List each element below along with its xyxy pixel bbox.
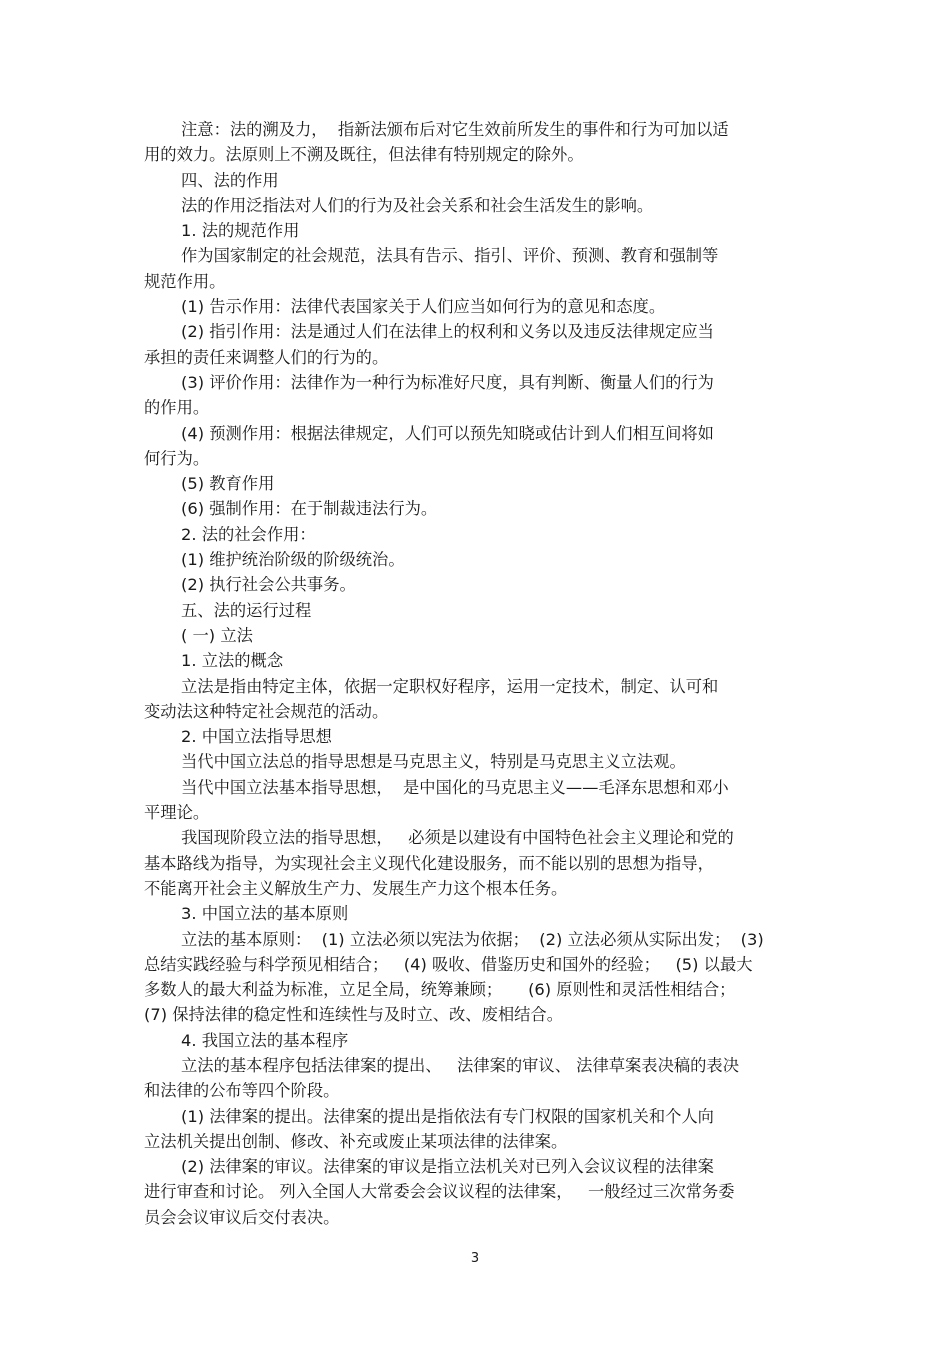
text-line: (1) 法律案的提出。法律案的提出是指依法有专门权限的国家机关和个人向 <box>181 1106 714 1126</box>
text-line: 总结实践经验与科学预见相结合； (4) 吸收、借鉴历史和国外的经验； (5) 以最大 <box>144 954 753 974</box>
text-line: 四、法的作用 <box>181 170 279 190</box>
text-line: 何行为。 <box>144 448 210 468</box>
text-line: 法的作用泛指法对人们的行为及社会关系和社会生活发生的影响。 <box>181 195 654 215</box>
text-line: 当代中国立法总的指导思想是马克思主义，特别是马克思主义立法观。 <box>181 752 686 772</box>
text-line: 的作用。 <box>144 398 210 418</box>
page-number: 3 <box>470 1251 480 1266</box>
text-line: 五、法的运行过程 <box>181 600 312 620</box>
text-line: 当代中国立法基本指导思想， 是中国化的马克思主义——毛泽东思想和邓小 <box>181 777 729 797</box>
text-line: (2) 执行社会公共事务。 <box>181 575 356 595</box>
text-line: 1. 立法的概念 <box>181 651 284 671</box>
text-line: 3. 中国立法的基本原则 <box>181 904 349 924</box>
text-line: 进行审查和讨论。 列入全国人大常委会会议议程的法律案， 一般经过三次常务委 <box>144 1182 735 1202</box>
text-line: 用的效力。法原则上不溯及既往，但法律有特别规定的除外。 <box>144 145 584 165</box>
text-line: 1. 法的规范作用 <box>181 221 300 241</box>
text-line: 2. 法的社会作用： <box>181 524 316 544</box>
text-line: 变动法这种特定社会规范的活动。 <box>144 701 389 721</box>
text-line: 和法律的公布等四个阶段。 <box>144 1081 340 1101</box>
text-line: (2) 法律案的审议。法律案的审议是指立法机关对已列入会议议程的法律案 <box>181 1157 714 1177</box>
text-line: (4) 预测作用：根据法律规定，人们可以预先知晓或估计到人们相互间将如 <box>181 423 714 443</box>
text-line: 平理论。 <box>144 803 210 823</box>
text-line: (1) 告示作用：法律代表国家关于人们应当如何行为的意见和态度。 <box>181 297 666 317</box>
text-line: ( 一) 立法 <box>181 625 253 645</box>
text-line: 多数人的最大利益为标准，立足全局，统筹兼顾； (6) 原则性和灵活性相结合； <box>144 980 736 1000</box>
text-line: 2. 中国立法指导思想 <box>181 727 332 747</box>
document-body <box>144 117 784 1230</box>
text-line: 基本路线为指导，为实现社会主义现代化建设服务，而不能以别的思想为指导， <box>144 853 714 873</box>
text-line: 承担的责任来调整人们的行为的。 <box>144 347 389 367</box>
text-line: 我国现阶段立法的指导思想， 必须是以建设有中国特色社会主义理论和党的 <box>181 828 734 848</box>
text-line: 作为国家制定的社会规范，法具有告示、指引、评价、预测、教育和强制等 <box>181 246 719 266</box>
text-line: 立法是指由特定主体，依据一定职权好程序，运用一定技术，制定、认可和 <box>181 676 719 696</box>
text-line: 员会会议审议后交付表决。 <box>144 1207 340 1227</box>
text-line: (1) 维护统治阶级的阶级统治。 <box>181 550 405 570</box>
text-line: 立法机关提出创制、修改、补充或废止某项法律的法律案。 <box>144 1131 568 1151</box>
text-line: (5) 教育作用 <box>181 474 275 494</box>
text-line: (2) 指引作用：法是通过人们在法律上的权利和义务以及违反法律规定应当 <box>181 322 714 342</box>
text-line: 注意：法的溯及力， 指新法颁布后对它生效前所发生的事件和行为可加以适 <box>181 120 729 139</box>
text-line: (7) 保持法律的稳定性和连续性与及时立、改、废相结合。 <box>144 1005 563 1025</box>
text-line: 不能离开社会主义解放生产力、发展生产力这个根本任务。 <box>144 878 568 898</box>
text-line: (3) 评价作用：法律作为一种行为标准好尺度，具有判断、衡量人们的行为 <box>181 372 714 392</box>
text-line: 立法的基本程序包括法律案的提出、 法律案的审议、 法律草案表决稿的表决 <box>181 1055 739 1075</box>
text-line: (6) 强制作用：在于制裁违法行为。 <box>181 499 438 519</box>
text-line: 4. 我国立法的基本程序 <box>181 1030 349 1050</box>
text-line: 规范作用。 <box>144 271 226 291</box>
text-line: 立法的基本原则： (1) 立法必须以宪法为依据； (2) 立法必须从实际出发； (3) <box>181 929 764 949</box>
